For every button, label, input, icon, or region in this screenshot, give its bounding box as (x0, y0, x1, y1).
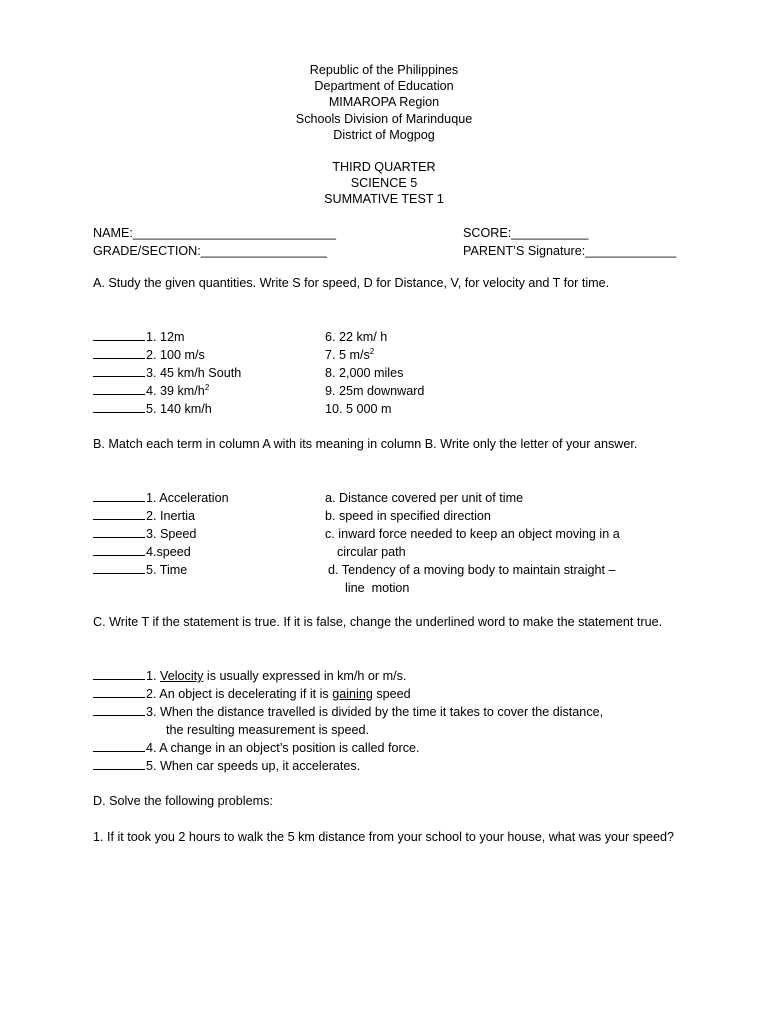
grade-section-field[interactable]: GRADE/SECTION:__________________ (93, 244, 327, 258)
score-field[interactable]: SCORE:___________ (463, 226, 589, 240)
answer-blank[interactable] (93, 543, 145, 556)
section-a-item: 9. 25m downward (325, 384, 425, 398)
section-a-item: 2. 100 m/s (93, 346, 205, 364)
section-b-meaning: circular path (337, 545, 406, 559)
test-title-line: THIRD QUARTER (332, 160, 436, 175)
answer-blank[interactable] (93, 685, 145, 698)
name-field[interactable]: NAME:_____________________________ (93, 226, 337, 240)
answer-blank[interactable] (93, 739, 145, 752)
section-a-item: 10. 5 000 m (325, 402, 392, 416)
answer-blank[interactable] (93, 525, 145, 538)
answer-blank[interactable] (93, 328, 145, 341)
header-line: Department of Education (314, 79, 454, 94)
test-title-line: SUMMATIVE TEST 1 (324, 192, 444, 207)
section-c-item: 5. When car speeds up, it accelerates. (93, 757, 360, 775)
section-b-term: 3. Speed (93, 525, 196, 543)
answer-blank[interactable] (93, 757, 145, 770)
answer-blank[interactable] (93, 703, 145, 716)
document-header (0, 62, 768, 208)
answer-blank[interactable] (93, 346, 145, 359)
header-line: District of Mogpog (333, 127, 435, 142)
header-line: Schools Division of Marinduque (295, 111, 473, 126)
section-b-term: 5. Time (93, 561, 187, 579)
section-a-item: 3. 45 km/h South (93, 364, 241, 382)
parent-signature-field[interactable]: PARENT’S Signature:_____________ (463, 244, 677, 258)
section-b-meaning: c. inward force needed to keep an object moving in a (325, 527, 620, 541)
section-a-item: 7. 5 $m/s^2$ (325, 346, 375, 362)
section-d-problem-1: 1. If it took you 2 hours to walk the 5 km distance from your school to your house, what was your speed? (93, 830, 675, 844)
answer-blank[interactable] (93, 382, 145, 395)
header-line: Republic of the Philippines (309, 63, 459, 77)
answer-blank[interactable] (93, 561, 145, 574)
test-title-line: SCIENCE 5 (350, 176, 418, 191)
answer-blank[interactable] (93, 507, 145, 520)
section-b-term: 4.speed (93, 543, 191, 561)
section-b-meaning: d. Tendency of a moving body to maintain straight – (328, 563, 616, 577)
section-a-item: 1. 12m (93, 328, 185, 346)
section-a-item: 8. 2,000 miles (325, 366, 404, 380)
answer-blank[interactable] (93, 400, 145, 413)
answer-blank[interactable] (93, 667, 145, 680)
section-c-item: 1. Velocity is usually expressed in km/h or m/s. (93, 667, 406, 685)
section-b-term: 1. Acceleration (93, 489, 229, 507)
section-a-item: 4. 39 $km/h^2$ (93, 382, 209, 400)
section-a-item: 5. 140 km/h (93, 400, 212, 418)
section-b-instruction: B. Match each term in column A with its meaning in column B. Write only the letter of your answer. (93, 437, 638, 451)
header-line: MIMAROPA Region (328, 95, 440, 110)
section-c-item: 3. When the distance travelled is divided by the time it takes to cover the distance, (93, 703, 603, 721)
section-b-meaning: a. Distance covered per unit of time (325, 491, 524, 505)
section-c-item: 4. A change in an object’s position is called force. (93, 739, 420, 757)
section-b-meaning: b. speed in specified direction (325, 509, 491, 523)
section-c-item-continuation: the resulting measurement is speed. (166, 723, 370, 737)
section-b-term: 2. Inertia (93, 507, 195, 525)
answer-blank[interactable] (93, 489, 145, 502)
section-d-instruction: D. Solve the following problems: (93, 794, 273, 808)
section-a-item: 6. 22 km/ h (325, 330, 388, 344)
section-c-item: 2. An object is decelerating if it is gaining speed (93, 685, 411, 703)
section-c-instruction: C. Write T if the statement is true. If it is false, change the underlined word to make the statement true. (93, 615, 663, 629)
answer-blank[interactable] (93, 364, 145, 377)
section-a-instruction: A. Study the given quantities. Write S for speed, D for Distance, V, for velocity and T for time. (93, 276, 610, 290)
section-b-meaning: line motion (345, 581, 410, 595)
